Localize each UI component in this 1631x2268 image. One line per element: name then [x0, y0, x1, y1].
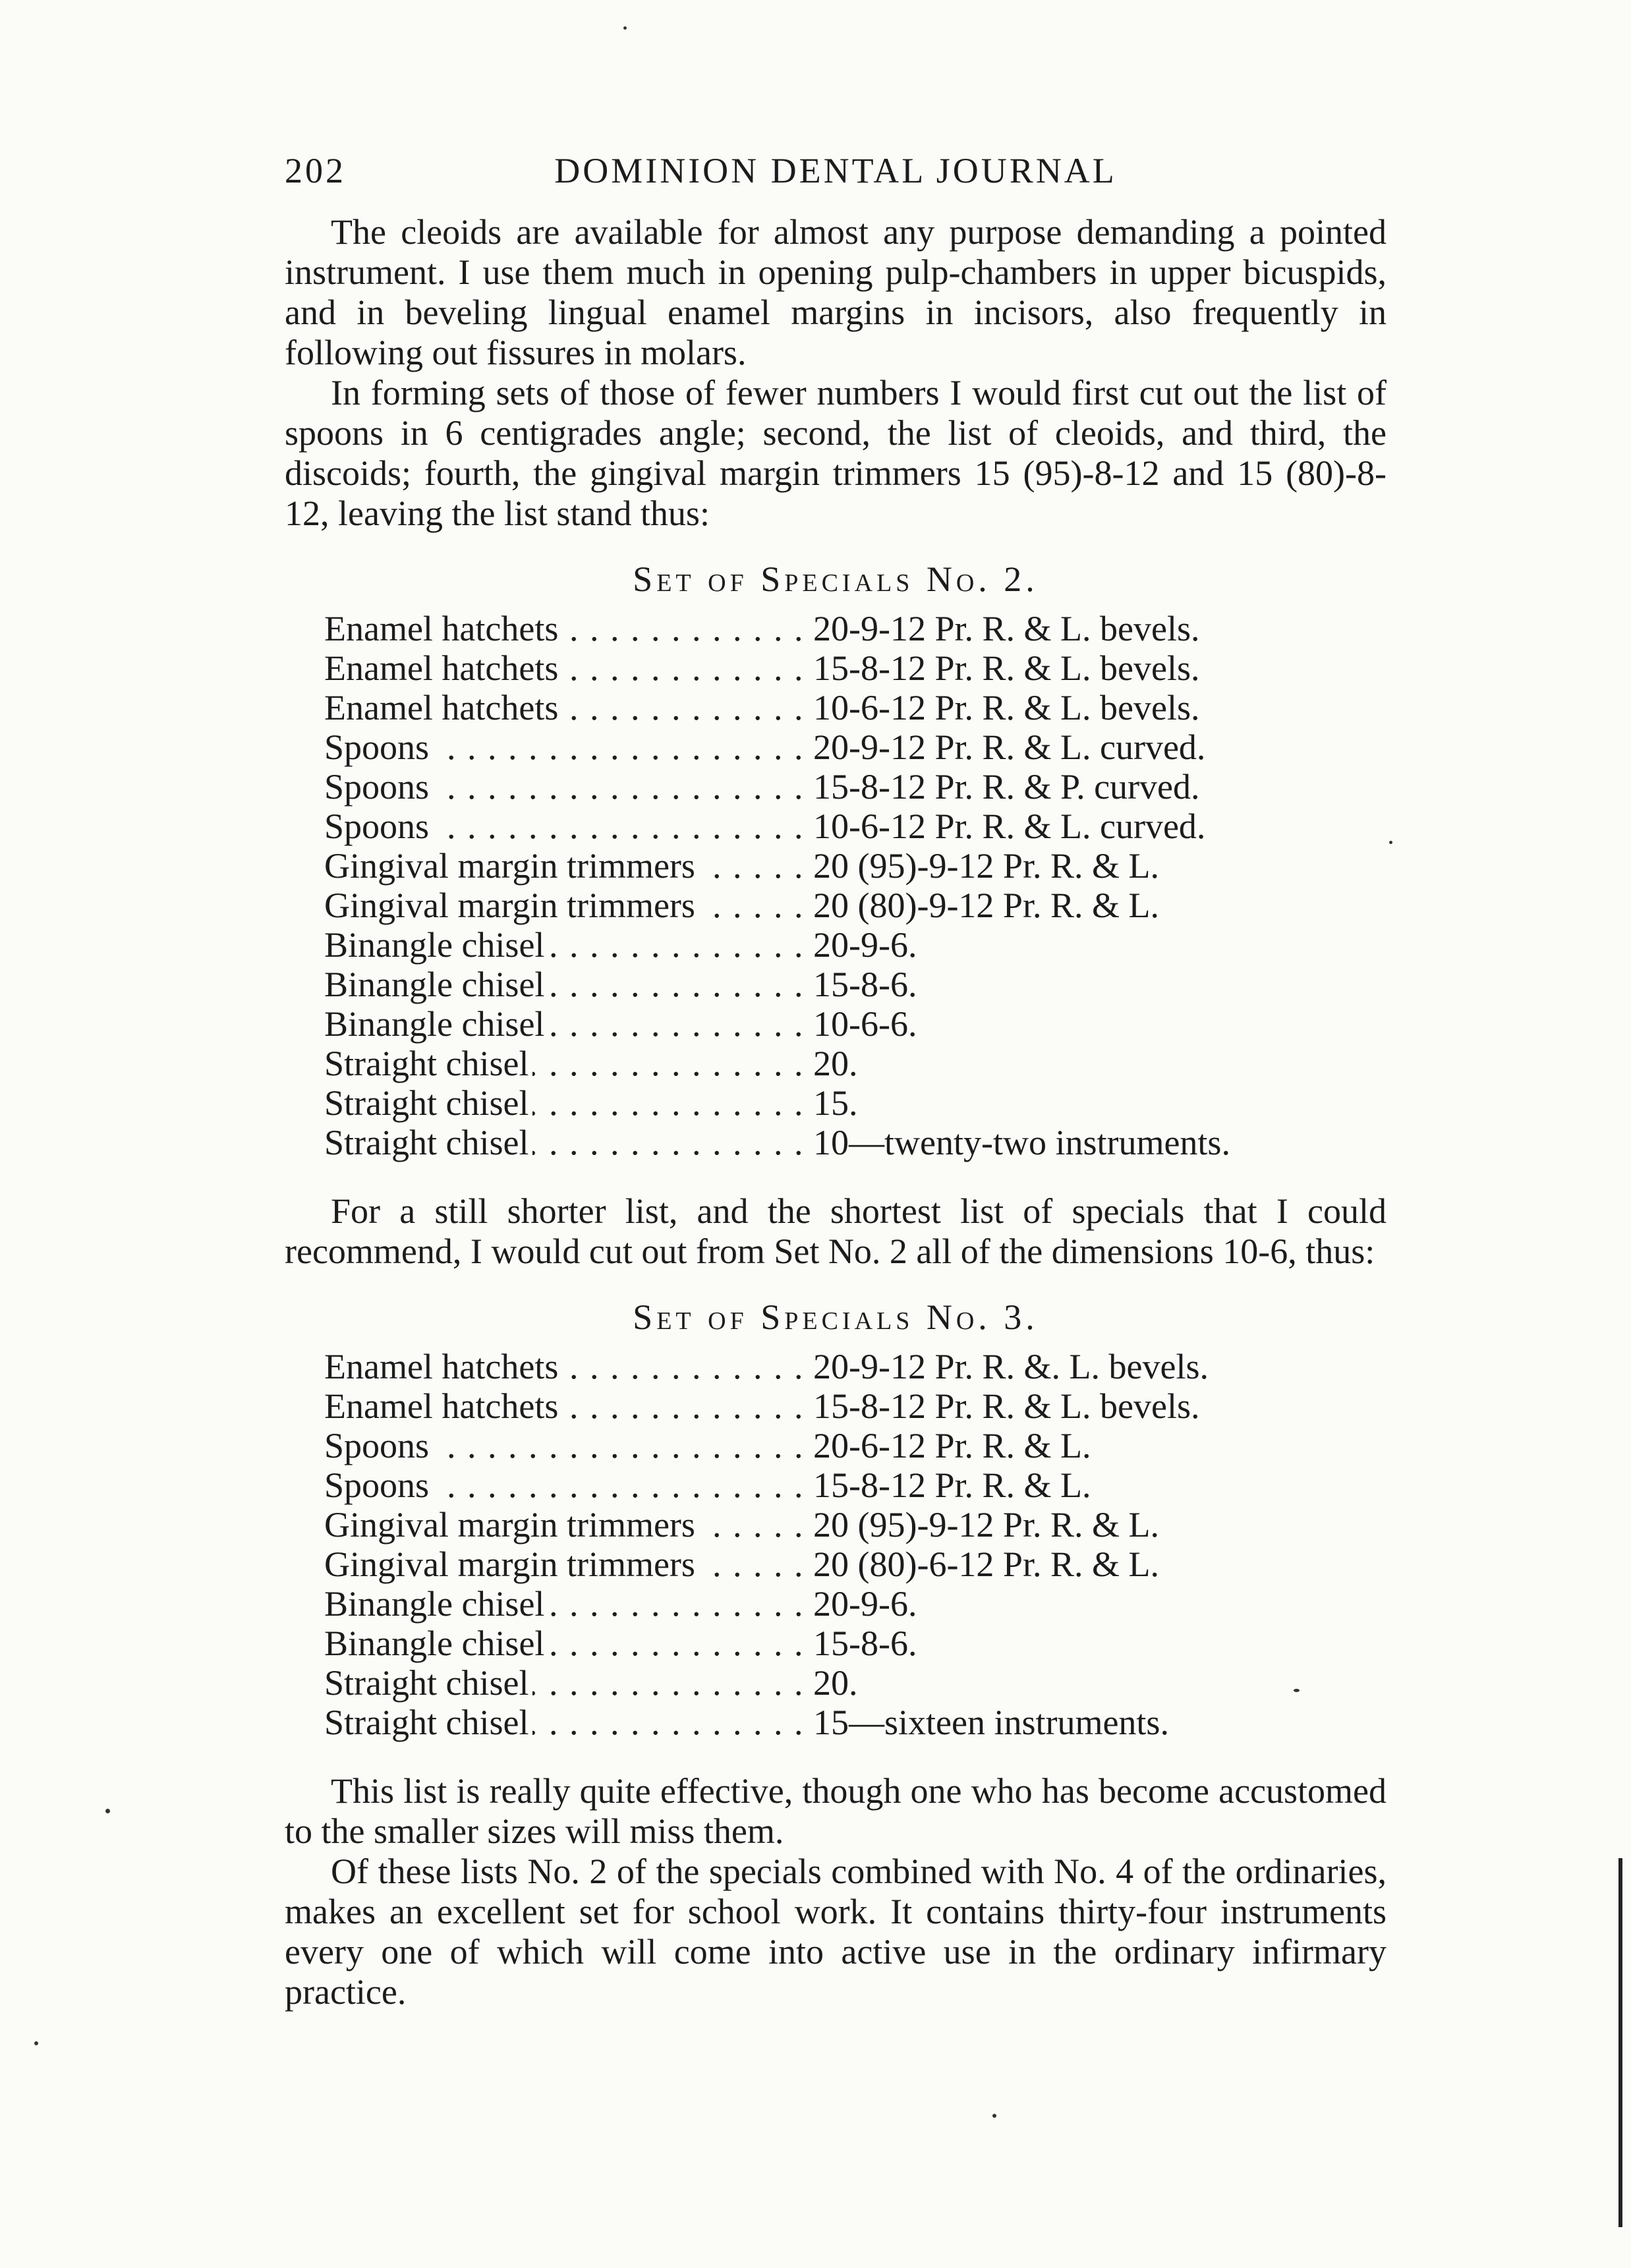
- scan-speck: [34, 2041, 38, 2045]
- item-name: Spoons: [324, 807, 433, 846]
- list-item: [324, 1386, 1387, 1426]
- set-2-heading: Set of Specials No. 2.: [633, 559, 1039, 599]
- item-spec: 20-6-12 Pr. R. & L.: [813, 1426, 1091, 1465]
- list-item: [324, 1624, 1387, 1663]
- paragraph-school-work: Of these lists No. 2 of the specials combined with No. 4 of the ordinaries, makes an excellent set for school work. It contains thirty-four instruments every one of which will come into active use in the ordinary infirmary practice.: [285, 1852, 1387, 2012]
- item-spec: 10-6-6.: [813, 1004, 917, 1044]
- item-spec: 20-9-12 Pr. R. & L. bevels.: [813, 609, 1200, 648]
- item-name: Binangle chisel: [324, 1584, 548, 1624]
- list-item: [324, 648, 1387, 688]
- item-spec: 20 (80)-6-12 Pr. R. & L.: [813, 1545, 1159, 1584]
- list-item: [324, 1663, 1387, 1703]
- list-item: [324, 846, 1387, 886]
- item-spec: 20 (95)-9-12 Pr. R. & L.: [813, 1505, 1159, 1545]
- list-item: [324, 1505, 1387, 1545]
- item-name: Gingival margin trimmers: [324, 846, 699, 886]
- item-name: Binangle chisel: [324, 965, 548, 1004]
- item-name: Straight chisel: [324, 1663, 532, 1703]
- set-2-list: [324, 609, 1387, 1162]
- list-item: [324, 1426, 1387, 1465]
- item-spec: 20.: [813, 1663, 858, 1703]
- list-item: [324, 1083, 1387, 1123]
- item-spec: 20-9-6.: [813, 925, 917, 965]
- item-spec: 15—sixteen instruments.: [813, 1703, 1169, 1742]
- item-name: Binangle chisel: [324, 1004, 548, 1044]
- item-spec: 20-9-12 Pr. R. & L. curved.: [813, 727, 1206, 767]
- scan-speck: [1389, 841, 1392, 844]
- item-name: Enamel hatchets: [324, 648, 562, 688]
- list-item: [324, 1465, 1387, 1505]
- list-item: [324, 688, 1387, 727]
- item-name: Spoons: [324, 1426, 433, 1465]
- set-3-list: [324, 1347, 1387, 1742]
- item-name: Straight chisel: [324, 1083, 532, 1123]
- list-item: [324, 1004, 1387, 1044]
- item-name: Enamel hatchets: [324, 609, 562, 648]
- item-name: Spoons: [324, 767, 433, 807]
- item-spec: 15-8-12 Pr. R. & P. curved.: [813, 767, 1200, 807]
- list-item: [324, 609, 1387, 648]
- page: [285, 150, 1387, 2012]
- item-name: Spoons: [324, 1465, 433, 1505]
- page-number: 202: [285, 151, 346, 190]
- item-name: Enamel hatchets: [324, 688, 562, 727]
- item-spec: 15.: [813, 1083, 858, 1123]
- list-item: [324, 965, 1387, 1004]
- list-item: [324, 1703, 1387, 1742]
- paragraph-effective: This list is really quite effective, though one who has become accustomed to the smaller sizes will miss them.: [285, 1771, 1387, 1851]
- item-spec: 10-6-12 Pr. R. & L. curved.: [813, 807, 1206, 846]
- item-name: Binangle chisel: [324, 1624, 548, 1663]
- list-item: [324, 1044, 1387, 1083]
- scan-speck: [992, 2114, 996, 2118]
- item-name: Straight chisel: [324, 1123, 532, 1162]
- scan-speck: [105, 1809, 110, 1813]
- set-3-heading: Set of Specials No. 3.: [633, 1297, 1039, 1337]
- item-spec: 10—twenty-two instruments.: [813, 1123, 1230, 1162]
- item-spec: 20 (95)-9-12 Pr. R. & L.: [813, 846, 1159, 886]
- item-spec: 10-6-12 Pr. R. & L. bevels.: [813, 688, 1200, 727]
- item-name: Straight chisel: [324, 1044, 532, 1083]
- list-item: [324, 767, 1387, 807]
- paragraph-shorter-list: For a still shorter list, and the shortest list of specials that I could recommend, I would cut out from Set No. 2 all of the dimensions 10-6, thus:: [285, 1191, 1387, 1271]
- scan-speck: [1294, 1689, 1300, 1692]
- scan-edge-mark: [1618, 1858, 1622, 2227]
- list-item: [324, 1584, 1387, 1624]
- item-spec: 20.: [813, 1044, 858, 1083]
- list-item: [324, 1545, 1387, 1584]
- paragraph-cleoids: The cleoids are available for almost any purpose demanding a pointed instrument. I use them much in opening pulp-chambers in upper bicuspids, and in beveling lingual enamel margins in incisors, also frequently in following out fissures in molars.: [285, 212, 1387, 372]
- list-item: [324, 807, 1387, 846]
- running-title: DOMINION DENTAL JOURNAL: [554, 151, 1117, 190]
- list-item: [324, 1123, 1387, 1162]
- item-spec: 15-8-6.: [813, 965, 917, 1004]
- item-name: Binangle chisel: [324, 925, 548, 965]
- item-name: Spoons: [324, 727, 433, 767]
- item-spec: 15-8-6.: [813, 1624, 917, 1663]
- item-spec: 20 (80)-9-12 Pr. R. & L.: [813, 886, 1159, 925]
- list-item: [324, 925, 1387, 965]
- list-item: [324, 1347, 1387, 1386]
- item-name: Enamel hatchets: [324, 1347, 562, 1386]
- paragraph-forming-sets: In forming sets of those of fewer numbers I would first cut out the list of spoons in 6 centigrades angle; second, the list of cleoids, and third, the discoids; fourth, the gingival margin trimmers 15 (95)-8-12 and 15 (80)-8-12, leaving the list stand thus:: [285, 373, 1387, 533]
- item-spec: 15-8-12 Pr. R. & L. bevels.: [813, 648, 1200, 688]
- item-spec: 15-8-12 Pr. R. & L. bevels.: [813, 1386, 1200, 1426]
- item-name: Gingival margin trimmers: [324, 1545, 699, 1584]
- item-name: Gingival margin trimmers: [324, 886, 699, 925]
- list-item: [324, 886, 1387, 925]
- item-name: Enamel hatchets: [324, 1386, 562, 1426]
- item-spec: 15-8-12 Pr. R. & L.: [813, 1465, 1091, 1505]
- scan-speck: [623, 26, 627, 30]
- page-header: [285, 150, 1387, 207]
- item-name: Straight chisel: [324, 1703, 532, 1742]
- item-spec: 20-9-12 Pr. R. &. L. bevels.: [813, 1347, 1209, 1386]
- item-spec: 20-9-6.: [813, 1584, 917, 1624]
- list-item: [324, 727, 1387, 767]
- item-name: Gingival margin trimmers: [324, 1505, 699, 1545]
